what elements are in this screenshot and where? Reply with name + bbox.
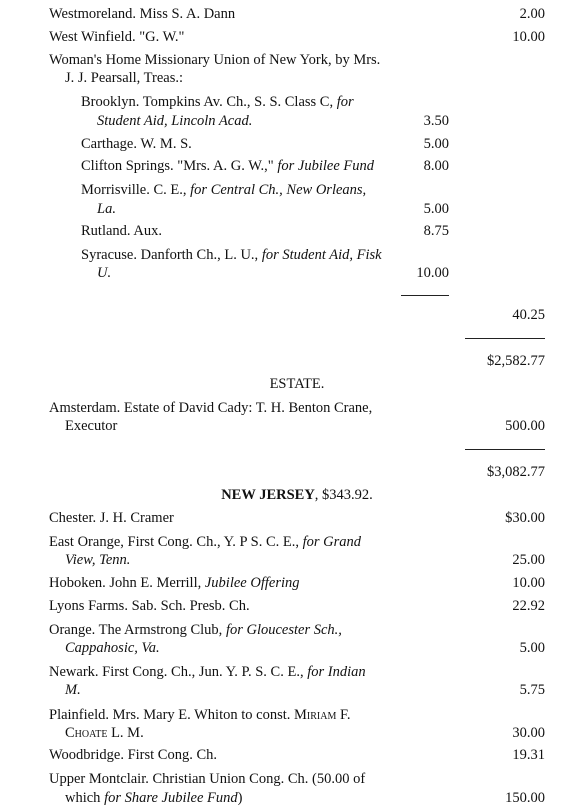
subamount-morrisville: 5.00: [423, 201, 449, 217]
entry-newark-line1: Newark. First Cong. Ch., Jun. Y. P. S. C. E., for Indian: [49, 664, 366, 680]
entry-east-orange-line2: View, Tenn.: [65, 552, 131, 568]
entry-plainfield-line1: Plainfield. Mrs. Mary E. Whiton to const. Miriam F.: [49, 707, 351, 723]
subamount-rutland: 8.75: [423, 223, 449, 239]
entry-west-winfield: West Winfield. "G. W.": [49, 29, 185, 45]
entry-rutland: Rutland. Aux.: [81, 223, 162, 239]
total-rule-2: [465, 449, 545, 450]
amount-chester: $30.00: [505, 510, 545, 526]
amount-lyons-farms: 22.92: [512, 598, 545, 614]
subamount-clifton-springs: 8.00: [423, 158, 449, 174]
amount-upper-montclair: 150.00: [505, 790, 545, 806]
entry-east-orange-line1: East Orange, First Cong. Ch., Y. P S. C. E., for Grand: [49, 534, 362, 550]
entry-chester: Chester. J. H. Cramer: [49, 510, 174, 526]
entry-westmoreland: Westmoreland. Miss S. A. Dann: [49, 6, 236, 22]
entry-newark-line2: M.: [65, 682, 81, 698]
entry-amsterdam-line1: Amsterdam. Estate of David Cady: T. H. Benton Crane,: [49, 400, 373, 416]
amount-east-orange: 25.00: [512, 552, 545, 568]
entry-lyons-farms: Lyons Farms. Sab. Sch. Presb. Ch.: [49, 598, 250, 614]
entry-plainfield-line2: Choate L. M.: [65, 725, 144, 741]
amount-union-total: 40.25: [512, 307, 545, 323]
subamount-syracuse: 10.00: [416, 265, 449, 281]
entry-woodbridge: Woodbridge. First Cong. Ch.: [49, 747, 218, 763]
entry-upper-montclair-line2: which for Share Jubilee Fund): [65, 790, 243, 806]
amount-grand-total: $3,082.77: [487, 464, 545, 480]
estate-heading: ESTATE.: [269, 376, 325, 392]
subamount-brooklyn: 3.50: [423, 113, 449, 129]
entry-womans-union-line2: J. J. Pearsall, Treas.:: [65, 70, 184, 86]
amount-plainfield: 30.00: [512, 725, 545, 741]
entry-upper-montclair-line1: Upper Montclair. Christian Union Cong. Ch. (50.00 of: [49, 771, 366, 787]
entry-syracuse-line1: Syracuse. Danforth Ch., L. U., for Student Aid, Fisk: [81, 247, 382, 263]
entry-brooklyn-line1: Brooklyn. Tompkins Av. Ch., S. S. Class C, for: [81, 94, 354, 110]
amount-newark: 5.75: [519, 682, 545, 698]
entry-womans-union-line1: Woman's Home Missionary Union of New York, by Mrs.: [49, 52, 381, 68]
entry-carthage: Carthage. W. M. S.: [81, 136, 192, 152]
amount-hoboken: 10.00: [512, 575, 545, 591]
amount-ny-total: $2,582.77: [487, 353, 545, 369]
subtotal-rule: [401, 295, 449, 296]
entry-brooklyn-line2: Student Aid, Lincoln Acad.: [97, 113, 253, 129]
amount-westmoreland: 2.00: [519, 6, 545, 22]
entry-syracuse-line2: U.: [97, 265, 112, 281]
entry-clifton-springs: Clifton Springs. "Mrs. A. G. W.," for Jubilee Fund: [81, 158, 374, 174]
amount-woodbridge: 19.31: [512, 747, 545, 763]
amount-amsterdam: 500.00: [505, 418, 545, 434]
entry-orange-line2: Cappahosic, Va.: [65, 640, 160, 656]
entry-amsterdam-line2: Executor: [65, 418, 118, 434]
entry-morrisville-line2: La.: [97, 201, 116, 217]
entry-hoboken: Hoboken. John E. Merrill, Jubilee Offering: [49, 575, 300, 591]
total-rule-1: [465, 338, 545, 339]
amount-west-winfield: 10.00: [512, 29, 545, 45]
new-jersey-heading: NEW JERSEY, $343.92.: [221, 487, 373, 503]
entry-orange-line1: Orange. The Armstrong Club, for Gloucester Sch.,: [49, 622, 342, 638]
entry-morrisville-line1: Morrisville. C. E., for Central Ch., New Orleans,: [81, 182, 367, 198]
amount-orange: 5.00: [519, 640, 545, 656]
subamount-carthage: 5.00: [423, 136, 449, 152]
